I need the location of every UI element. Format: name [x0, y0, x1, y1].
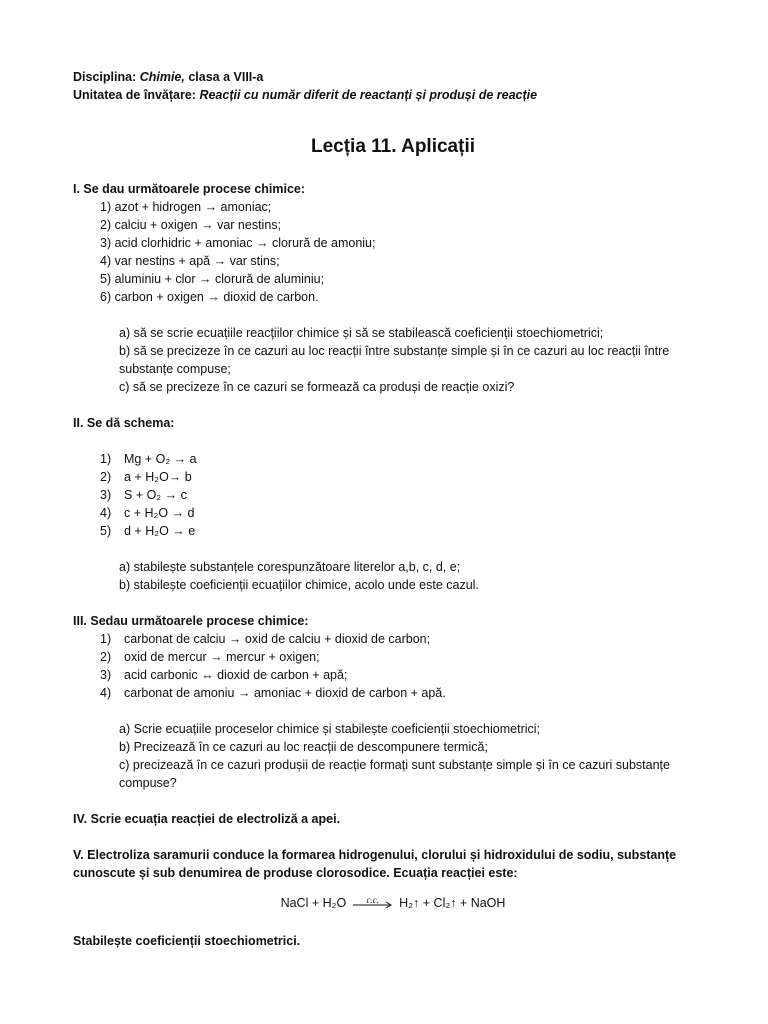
- item-number: 3): [100, 668, 112, 682]
- section-3-task: b) Precizează în ce cazuri au loc reacții de descompunere termică;: [119, 740, 488, 754]
- section-1-task: c) să se precizeze în ce cazuri se formează ca produși de reacție oxizi?: [119, 380, 515, 394]
- section-1-task: b) să se precizeze în ce cazuri au loc reacții între substanțe simple și în ce cazuri au loc reacții între substanțe compuse;: [119, 344, 670, 376]
- process-item: [73, 630, 713, 648]
- section-3-title: III. Sedau următoarele procese chimice:: [73, 614, 309, 628]
- equation-reactants: NaCl + H₂O: [280, 896, 347, 910]
- section-2-title: II. Se dă schema:: [73, 416, 175, 430]
- process-item: [73, 648, 713, 666]
- item-number: 5): [100, 524, 112, 538]
- scheme-equation: a + H₂O→ b: [124, 470, 192, 484]
- scheme-equation: S + O₂ → c: [124, 488, 187, 502]
- scheme-equation: d + H₂O → e: [124, 524, 196, 538]
- discipline-rest: clasa a VIII-a: [184, 70, 264, 84]
- section-1-item: 6) carbon + oxigen → dioxid de carbon.: [100, 290, 319, 304]
- section-1-item: 3) acid clorhidric + amoniac → clorură de amoniu;: [100, 236, 376, 250]
- process-item: [73, 666, 713, 684]
- scheme-equation: c + H₂O → d: [124, 506, 195, 520]
- section-1-item: 2) calciu + oxigen → var nestins;: [100, 218, 281, 232]
- reaction-arrow: [353, 894, 393, 911]
- scheme-item: [73, 450, 713, 468]
- section-1-task: a) să se scrie ecuațiile reacțiilor chimice și să se stabilească coeficienții stoechiometrici;: [119, 326, 604, 340]
- electrolysis-equation: [73, 892, 713, 914]
- section-2-task: a) stabilește substanțele corespunzătoare literelor a,b, c, d, e;: [119, 560, 461, 574]
- process-text: acid carbonic ↔ dioxid de carbon + apă;: [124, 668, 348, 682]
- scheme-item: [73, 522, 713, 540]
- scheme-item: [73, 486, 713, 504]
- document-page: [73, 68, 713, 950]
- discipline-label: Disciplina:: [73, 70, 137, 84]
- final-instruction: Stabilește coeficienții stoechiometrici.: [73, 934, 301, 948]
- item-number: 1): [100, 632, 112, 646]
- section-2-task: b) stabilește coeficienții ecuațiilor chimice, acolo unde este cazul.: [119, 578, 479, 592]
- process-text: oxid de mercur → mercur + oxigen;: [124, 650, 320, 664]
- header-unit: [73, 86, 713, 104]
- item-number: 3): [100, 488, 112, 502]
- section-1-item: 4) var nestins + apă → var stins;: [100, 254, 280, 268]
- item-number: 2): [100, 470, 112, 484]
- section-3-task: a) Scrie ecuațiile proceselor chimice și stabilește coeficienții stoechiometrici;: [119, 722, 541, 736]
- process-text: carbonat de amoniu → amoniac + dioxid de carbon + apă.: [124, 686, 446, 700]
- section-5-title: V. Electroliza saramurii conduce la formarea hidrogenului, clorului și hidroxidului de sodiu, substanțe cunoscute și sub denumirea de produse clorosodice. Ecuația reacției este:: [73, 848, 677, 880]
- equation-products: H₂↑ + Cl₂↑ + NaOH: [399, 896, 506, 910]
- arrow-icon: [353, 901, 393, 909]
- page-title: Lecția 11. Aplicații: [310, 136, 476, 157]
- item-number: 1): [100, 452, 112, 466]
- section-1-title: I. Se dau următoarele procese chimice:: [73, 182, 306, 196]
- section-3-task: c) precizează în ce cazuri produșii de reacție formați sunt substanțe simple și în ce cazuri substanțe compuse?: [119, 758, 670, 790]
- discipline-value: Chimie,: [139, 70, 185, 84]
- section-4-title: IV. Scrie ecuația reacției de electroliză a apei.: [73, 812, 341, 826]
- scheme-equation: Mg + O₂ → a: [124, 452, 197, 466]
- process-item: [73, 684, 713, 702]
- scheme-item: [73, 504, 713, 522]
- section-1-item: 1) azot + hidrogen → amoniac;: [100, 200, 272, 214]
- item-number: 4): [100, 686, 112, 700]
- section-1-item: 5) aluminiu + clor → clorură de aluminiu;: [100, 272, 325, 286]
- process-text: carbonat de calciu → oxid de calciu + dioxid de carbon;: [124, 632, 431, 646]
- scheme-item: [73, 468, 713, 486]
- arrow-condition: c.c.: [366, 894, 379, 905]
- unit-value: Reacții cu număr diferit de reactanți și produși de reacție: [199, 88, 538, 102]
- header-discipline: [73, 68, 713, 86]
- item-number: 4): [100, 506, 112, 520]
- item-number: 2): [100, 650, 112, 664]
- unit-label: Unitatea de învățare:: [73, 88, 196, 102]
